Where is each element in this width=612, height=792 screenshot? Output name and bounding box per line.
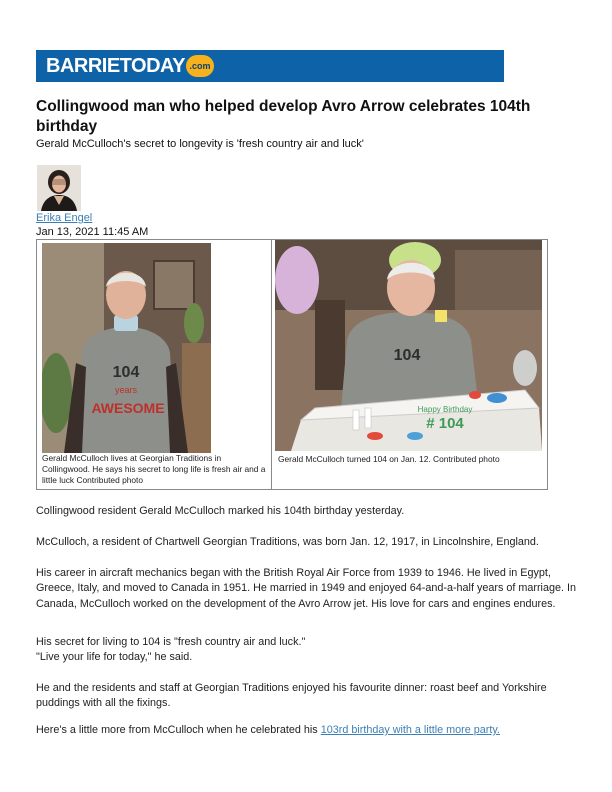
body-paragraph-5: He and the residents and staff at Georgian Traditions enjoyed his favourite dinner: roast beef and Yorkshire puddings with all the fixings. [36,682,547,710]
photo-mcculloch-cake-image [275,240,542,451]
shirt-awesome-text: AWESOME [91,400,165,416]
photo-mcculloch-standing [42,243,211,453]
body-paragraph-6 [36,723,580,738]
photo-mcculloch-standing-image [42,243,211,453]
shirt-number-text-2: 104 [393,347,421,364]
brand-logo-text: BARRIETODAY [46,54,185,77]
author-link[interactable]: Erika Engel [36,212,93,224]
cake-number-text: # 104 [426,415,464,432]
author-avatar-image [37,165,81,211]
body-paragraph-4a: His secret for living to 104 is "fresh country air and luck." [36,636,306,648]
cake-message-text: Happy Birthday [417,405,473,414]
photo-caption-2: Gerald McCulloch turned 104 on Jan. 12. Contributed photo [278,454,500,464]
masthead-banner[interactable] [36,50,504,82]
related-article-link[interactable]: 103rd birthday with a little more party. [320,724,500,736]
article-headline: Collingwood man who helped develop Avro Arrow celebrates 104th birthday [36,98,531,135]
photo-mcculloch-cake [275,240,542,451]
body-paragraph-4b: "Live your life for today," he said. [36,651,193,663]
brand-logo-badge: .com [186,55,214,77]
author-avatar [37,165,81,211]
shirt-number-text: 104 [112,364,140,381]
photo-gallery [36,239,548,490]
body-paragraph-6-text: Here's a little more from McCulloch when he celebrated his [36,724,321,736]
shirt-years-text: years [114,385,138,395]
gallery-divider [271,240,272,489]
body-paragraph-1: Collingwood resident Gerald McCulloch marked his 104th birthday yesterday. [36,505,405,517]
article-date: Jan 13, 2021 11:45 AM [36,226,149,238]
body-paragraph-2: McCulloch, a resident of Chartwell Georgian Traditions, was born Jan. 12, 1917, in Lincolnshire, England. [36,536,539,548]
body-paragraph-3: His career in aircraft mechanics began with the British Royal Air Force from 1939 to 1946. He lived in Egypt, Greece, Italy, and moved to Canada in 1951. He married in 1949 and enjoyed 64-and-a-half years of marriage. In Canada, McCulloch worked on the development of the Avro Arrow jet. His love for cars and engines endures. [36,567,576,610]
article-subheadline: Gerald McCulloch's secret to longevity is 'fresh country air and luck' [36,138,364,150]
photo-caption-1: Gerald McCulloch lives at Georgian Traditions in Collingwood. He says his secret to long life is fresh air and a little luck Contributed photo [42,453,266,486]
